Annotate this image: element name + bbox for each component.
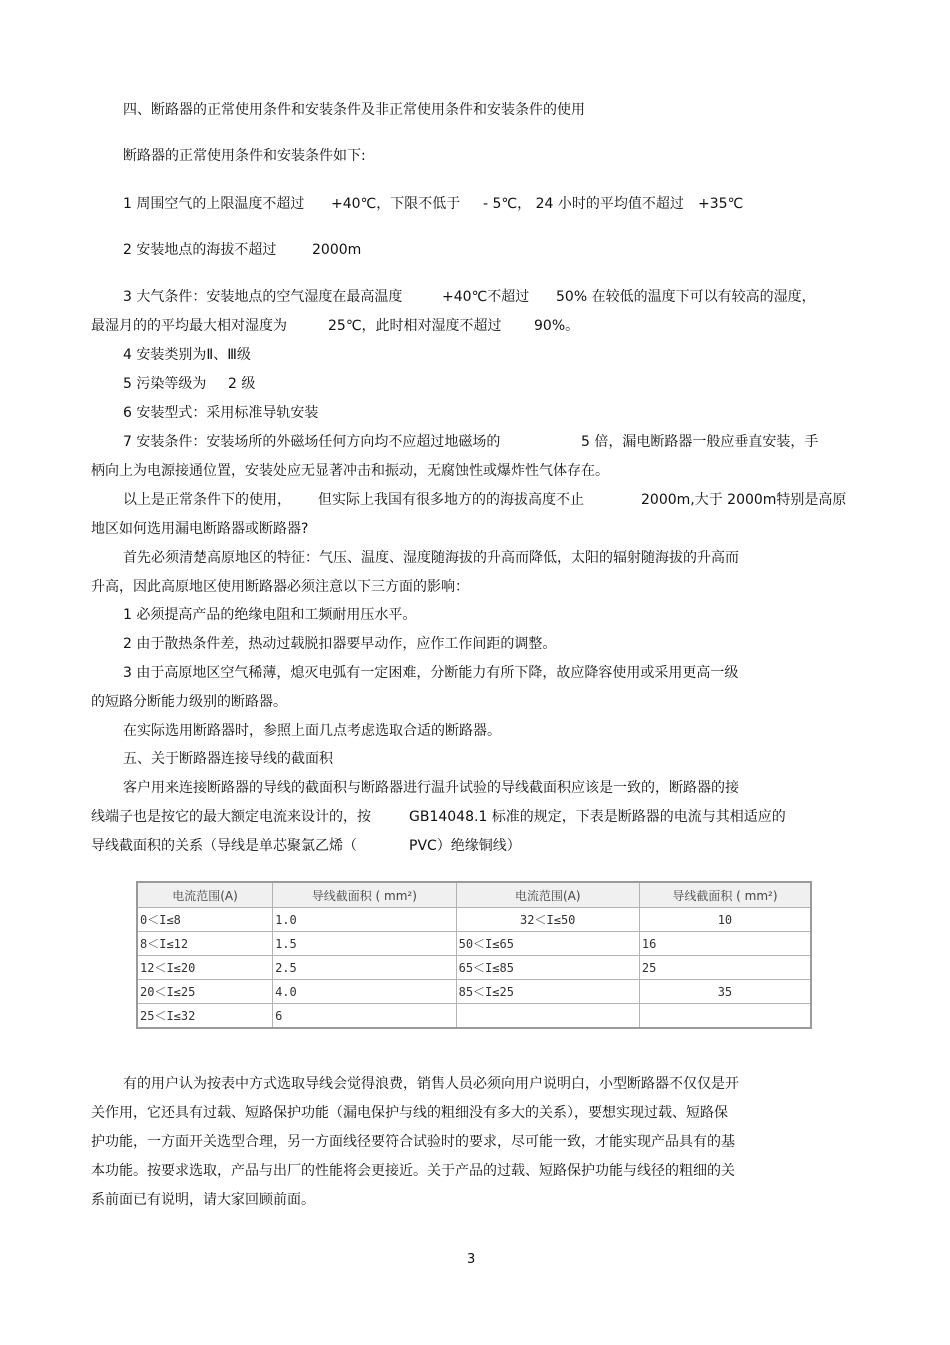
table-cell: 35	[639, 980, 811, 1004]
condition-7a: 7 安装条件：安装场所的外磁场任何方向均不应超过地磁场的	[123, 434, 501, 450]
table-row	[137, 908, 811, 932]
table-cell: 20＜I≤25	[137, 980, 273, 1004]
table-row	[137, 1004, 811, 1029]
header-current-range-2: 电流范围(A)	[456, 882, 639, 908]
table-cell	[456, 1004, 639, 1029]
table-cell: 6	[273, 1004, 457, 1029]
para-3: 在实际选用断路器时，参照上面几点考虑选取合适的断路器。	[123, 723, 501, 739]
table-cell: 25＜I≤32	[137, 1004, 273, 1029]
condition-6: 6 安装型式：采用标准导轨安装	[123, 405, 319, 421]
condition-3f: 90%。	[534, 318, 580, 334]
table-cell: 10	[639, 908, 811, 932]
table-cell	[639, 1004, 811, 1029]
condition-1d: +35℃	[698, 196, 744, 212]
section-5-title: 五、关于断路器连接导线的截面积	[123, 751, 333, 767]
para-4a: 客户用来连接断路器的导线的截面积与断路器进行温升试验的导线截面积应该是一致的，断路器的接	[123, 780, 739, 796]
condition-7c: 柄向上为电源接通位置，安装处应无显著冲击和振动，无腐蚀性或爆炸性气体存在。	[91, 463, 609, 479]
para-5-line-2: 关作用，它还具有过载、短路保护功能（漏电保护与线的粗细没有多大的关系），要想实现过载、短路保	[91, 1105, 728, 1121]
table-cell: 1.5	[273, 932, 457, 956]
impact-3b: 的短路分断能力级别的断路器。	[91, 694, 287, 710]
condition-1c: - 5℃， 24 小时的平均值不超过	[483, 196, 684, 212]
wire-section-table	[136, 881, 812, 1029]
table-cell: 0＜I≤8	[137, 908, 273, 932]
para-1b: 但实际上我国有很多地方的的海拔高度不止	[318, 492, 584, 508]
header-current-range-1: 电流范围(A)	[137, 882, 273, 908]
table-cell: 8＜I≤12	[137, 932, 273, 956]
condition-7b: 5 倍，漏电断路器一般应垂直安装，手	[581, 434, 819, 450]
table-cell: 32＜I≤50	[456, 908, 639, 932]
condition-1a: 1 周围空气的上限温度不超过	[123, 196, 305, 212]
para-1a: 以上是正常条件下的使用，	[123, 492, 291, 508]
para-4b: 线端子也是按它的最大额定电流来设计的，按	[91, 809, 371, 825]
table-cell: 1.0	[273, 908, 457, 932]
header-wire-section-2: 导线截面积 ( mm²)	[639, 882, 811, 908]
condition-3b: +40℃不超过	[442, 289, 530, 305]
condition-1b: +40℃，下限不低于	[331, 196, 461, 212]
para-5-line-4: 本功能。按要求选取，产品与出厂的性能将会更接近。关于产品的过载、短路保护功能与线径的粗细的关	[91, 1163, 735, 1179]
table-row	[137, 956, 811, 980]
para-1d: 地区如何选用漏电断路器或断路器?	[91, 521, 309, 537]
condition-3e: 25℃，此时相对湿度不超过	[328, 318, 502, 334]
table-header-row	[137, 882, 811, 908]
table-row	[137, 980, 811, 1004]
para-5-line-3: 护功能，一方面开关选型合理，另一方面线径要符合试验时的要求，尽可能一致，才能实现产品具有的基	[91, 1134, 735, 1150]
para-4d: 导线截面积的关系（导线是单芯聚氯乙烯（	[91, 838, 357, 854]
condition-4: 4 安装类别为Ⅱ、Ⅲ级	[123, 347, 251, 363]
condition-2a: 2 安装地点的海拔不超过	[123, 242, 277, 258]
header-wire-section-1: 导线截面积 ( mm²)	[273, 882, 457, 908]
intro-line: 断路器的正常使用条件和安装条件如下:	[123, 148, 366, 164]
condition-5a: 5 污染等级为	[123, 376, 207, 392]
table-row	[137, 932, 811, 956]
para-1c: 2000m,大于 2000m特别是高原	[641, 492, 847, 508]
impact-1: 1 必须提高产品的绝缘电阻和工频耐用压水平。	[123, 607, 417, 623]
table-cell: 2.5	[273, 956, 457, 980]
condition-3a: 3 大气条件：安装地点的空气湿度在最高温度	[123, 289, 403, 305]
table-cell: 16	[639, 932, 811, 956]
para-5-line-5: 系前面已有说明，请大家回顾前面。	[91, 1192, 315, 1208]
para-2a: 首先必须清楚高原地区的特征：气压、温度、湿度随海拔的升高而降低，太阳的辐射随海拔的升高而	[123, 550, 739, 566]
condition-3c: 50% 在较低的温度下可以有较高的湿度，	[556, 289, 816, 305]
condition-3d: 最湿月的的平均最大相对湿度为	[91, 318, 287, 334]
para-5-line-1: 有的用户认为按表中方式选取导线会觉得浪费，销售人员必须向用户说明白，小型断路器不仅仅是开	[123, 1076, 739, 1092]
para-4e: PVC）绝缘铜线）	[409, 838, 521, 854]
impact-2: 2 由于散热条件差，热动过载脱扣器要早动作，应作工作间距的调整。	[123, 636, 557, 652]
impact-3a: 3 由于高原地区空气稀薄，熄灭电弧有一定困难，分断能力有所下降，故应降容使用或采用更高一级	[123, 665, 739, 681]
condition-5b: 2 级	[228, 376, 256, 392]
table-cell: 4.0	[273, 980, 457, 1004]
para-4c: GB14048.1 标准的规定，下表是断路器的电流与其相适应的	[409, 809, 786, 825]
page-number: 3	[467, 1252, 476, 1267]
section-4-title: 四、断路器的正常使用条件和安装条件及非正常使用条件和安装条件的使用	[123, 102, 585, 118]
table-cell: 12＜I≤20	[137, 956, 273, 980]
condition-2b: 2000m	[312, 242, 362, 258]
table-cell: 50＜I≤65	[456, 932, 639, 956]
table-cell: 85＜I≤25	[456, 980, 639, 1004]
table-cell: 25	[639, 956, 811, 980]
para-2b: 升高，因此高原地区使用断路器必须注意以下三方面的影响：	[91, 579, 469, 595]
table-cell: 65＜I≤85	[456, 956, 639, 980]
